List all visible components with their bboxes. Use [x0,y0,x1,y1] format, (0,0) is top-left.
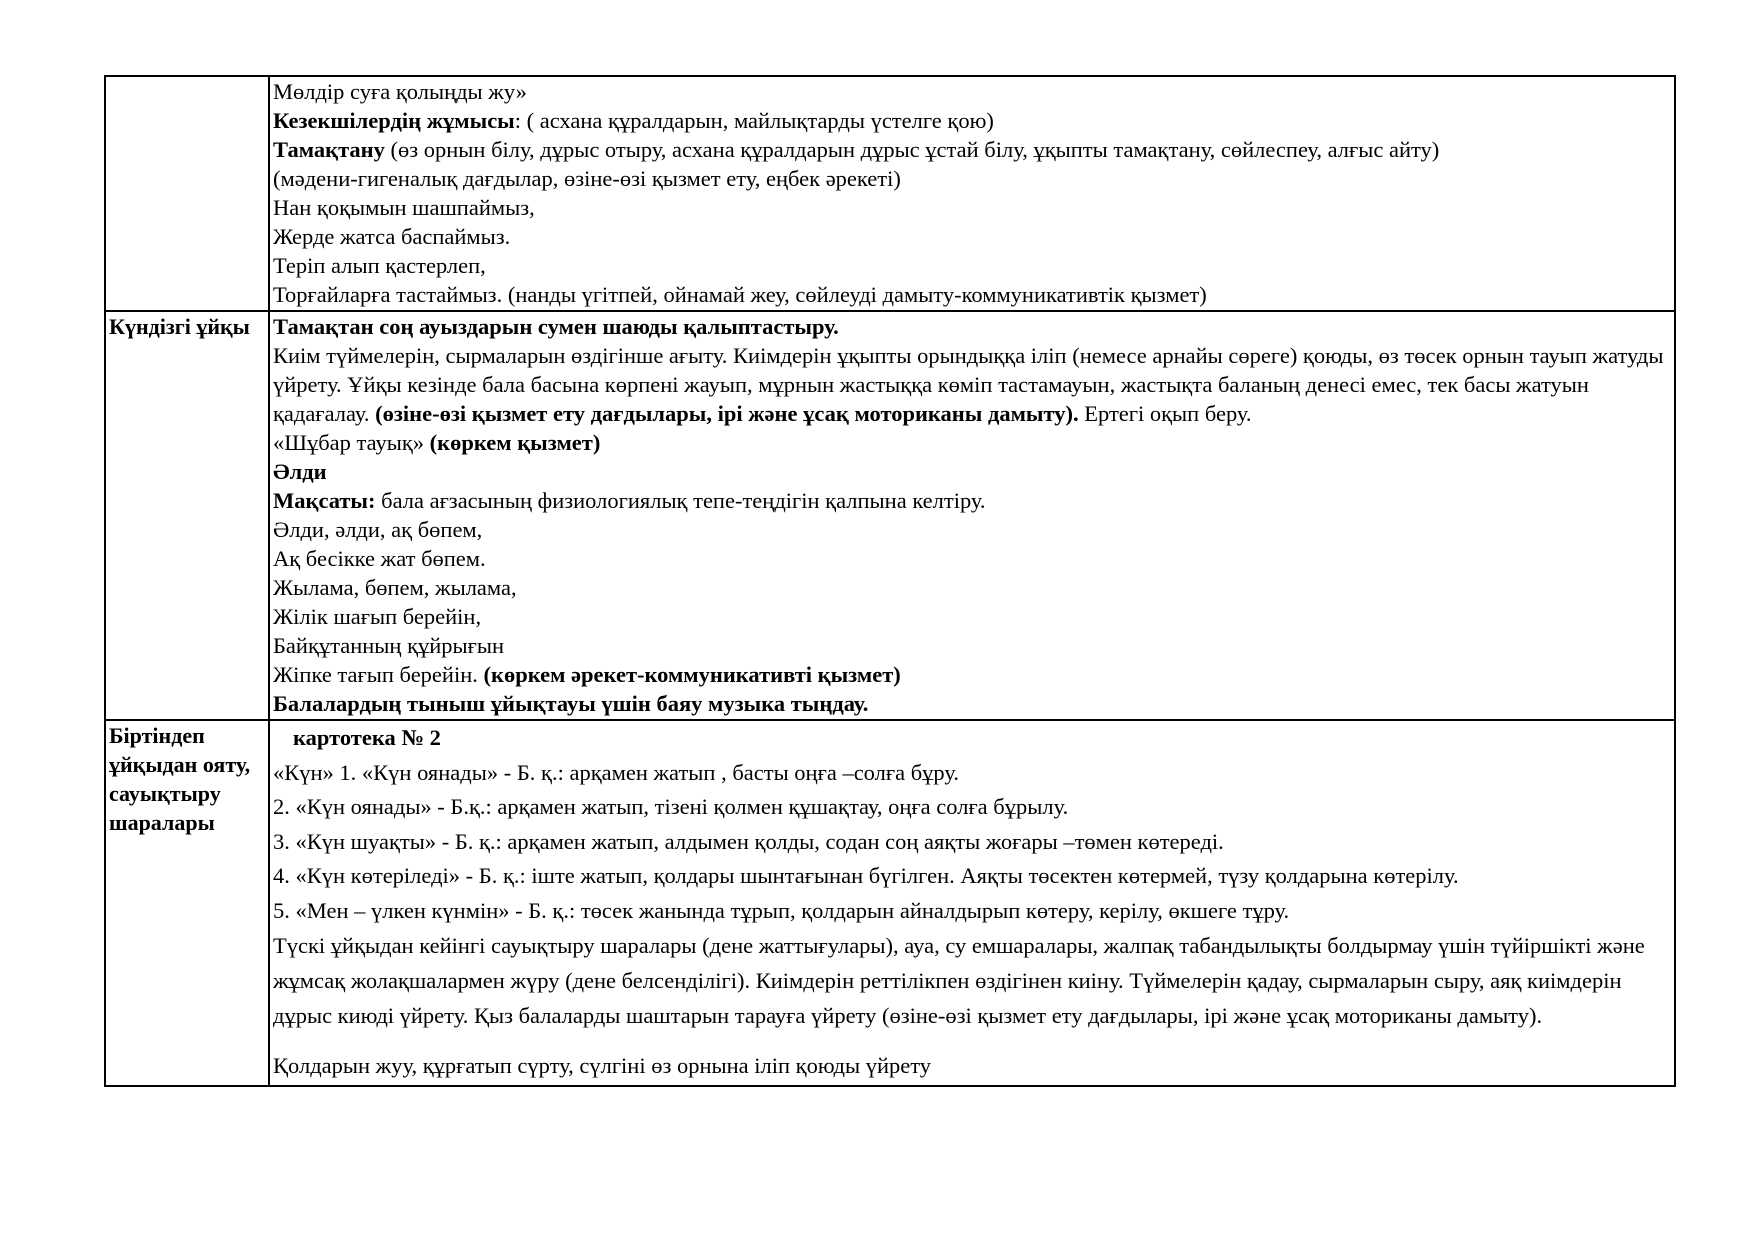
verse-line [273,660,1671,689]
verse-line: Жылама, бөпем, жылама, [273,575,517,600]
verse-line: Ақ бесікке жат бөпем. [273,546,486,571]
poem-line: Теріп алып қастерлеп, [273,253,486,278]
tale-line [273,428,1671,457]
table-row-meal [105,76,1675,311]
verse-text: Жіпке тағып берейін. [273,662,484,687]
undressing-paragraph [273,341,1671,428]
poem-line: Жерде жатса баспаймыз. [273,224,511,249]
song-title: Әлди [273,459,327,484]
section-heading: Тамақтан соң ауыздарын сумен шаюды қалыптастыру. [273,314,839,339]
goal-line [273,486,1671,515]
closing-line: Балалардың тыныш ұйықтауы үшін баяу музыка тыңдау. [273,691,869,716]
poem-line: Торғайларға тастаймыз. (нанды үгітпей, ойнамай жеу, сөйлеуді дамыту-коммуникативтік қызмет) [273,282,1207,307]
tale-title: «Шұбар тауық» [273,430,430,455]
paragraph-bold: (өзіне-өзі қызмет ету дағдылары, ірі және ұсақ моториканы дамыту). [375,401,1079,426]
verse-activity: (көркем әрекет-коммуникативті қызмет) [483,662,901,687]
exercise-item: 4. «Күн көтеріледі» - Б. қ.: іште жатып, қолдары шынтағынан бүгілген. Аяқты төсектен көтермей, түзу қолдарына көтерілу. [273,863,1459,888]
daily-plan-table [104,75,1676,1087]
exercise-item: 2. «Күн оянады» - Б.қ.: арқамен жатып, тізені қолмен құшақтау, оңға солға бұрылу. [273,794,1069,819]
duty-label: Кезекшілердің жұмысы [273,108,515,133]
row-label-daytime-sleep: Күндізгі ұйқы [105,311,269,720]
paragraph-text: Киім түймелерін, сырмаларын өздігінше ағыту. Киімдерін ұқыпты орындыққа іліп (немесе арнайы сөреге) қоюды, өз төсек орнын тауып жатуды үйрету. Ұйқы кезінде бала басына көрпені жауып, мұрнын жастыққа көміп тастамауын, жастықта баланың денесі емес, тек басы жатуын қадағалау. [273,343,1664,426]
table-row-awakening [105,720,1675,1086]
card-index-heading: картотека № 2 [293,725,441,750]
meal-text: (өз орнын білу, дұрыс отыру, асхана құралдарын дұрыс ұстай білу, ұқыпты тамақтану, сөйлеспеу, алғыс айту) [384,137,1440,162]
goal-label: Мақсаты: [273,488,376,513]
exercise-item: 5. «Мен – үлкен күнмін» - Б. қ.: төсек жанында тұрып, қолдарын айналдырып көтеру, керілу, өкшеге тұру. [273,897,1290,923]
table-row-daytime-sleep [105,311,1675,720]
exercise-item: «Күн» 1. «Күн оянады» - Б. қ.: арқамен жатып , басты оңға –солға бұру. [273,759,959,785]
tale-activity: (көркем қызмет) [429,430,601,455]
paragraph-text-tail: Ертегі оқып беру. [1078,401,1252,426]
goal-text: бала ағзасының физиологиялық тепе-теңдігін қалпына келтіру. [375,488,986,513]
verse-line: Әлди, әлди, ақ бөпем, [273,517,483,542]
text-line: (мәдени-гигеналық дағдылар, өзіне-өзі қызмет ету, еңбек әрекеті) [273,166,901,191]
daytime-sleep-content [269,311,1675,720]
text-line [273,106,1671,135]
duty-text: : ( асхана құралдарын, майлықтарды үстелге қою) [514,108,994,133]
verse-line: Байқұтанның құйрығын [273,633,505,658]
text-line [273,135,1671,164]
verse-line: Жілік шағып берейін, [273,604,482,629]
final-line: Қолдарын жуу, құрғатып сүрту, сүлгіні өз орнына іліп қоюды үйрету [273,1053,932,1078]
spacer [273,1033,1671,1049]
row-label-empty [105,76,269,311]
poem-line: Нан қоқымын шашпаймыз, [273,195,535,220]
wellness-paragraph: Түскі ұйқыдан кейінгі сауықтыру шаралары (дене жаттығулары), ауа, су емшаралары, жалпақ табандылықты болдырмау үшін түйіршікті және жұмсақ жолақшалармен жүру (дене белсенділігі). Киімдерін реттілікпен өздігінен киіну. Түймелерін қадау, сырмаларын сыру, аяқ киімдерін дұрыс киюді үйрету. Қыз балаларды шаштарын тарауға үйрету (өзіне-өзі қызмет ету дағдылары, ірі және ұсақ моториканы дамыту). [273,933,1645,1028]
meal-content [269,76,1675,311]
awakening-content [269,720,1675,1086]
text-line: Мөлдір суға қолыңды жу» [273,79,527,104]
exercise-item: 3. «Күн шуақты» - Б. қ.: арқамен жатып, алдымен қолды, содан соң аяқты жоғары –төмен көтереді. [273,828,1224,854]
row-label-awakening: Біртіндеп ұйқыдан ояту, сауықтыру шаралары [105,720,269,1086]
meal-label: Тамақтану [273,137,385,162]
